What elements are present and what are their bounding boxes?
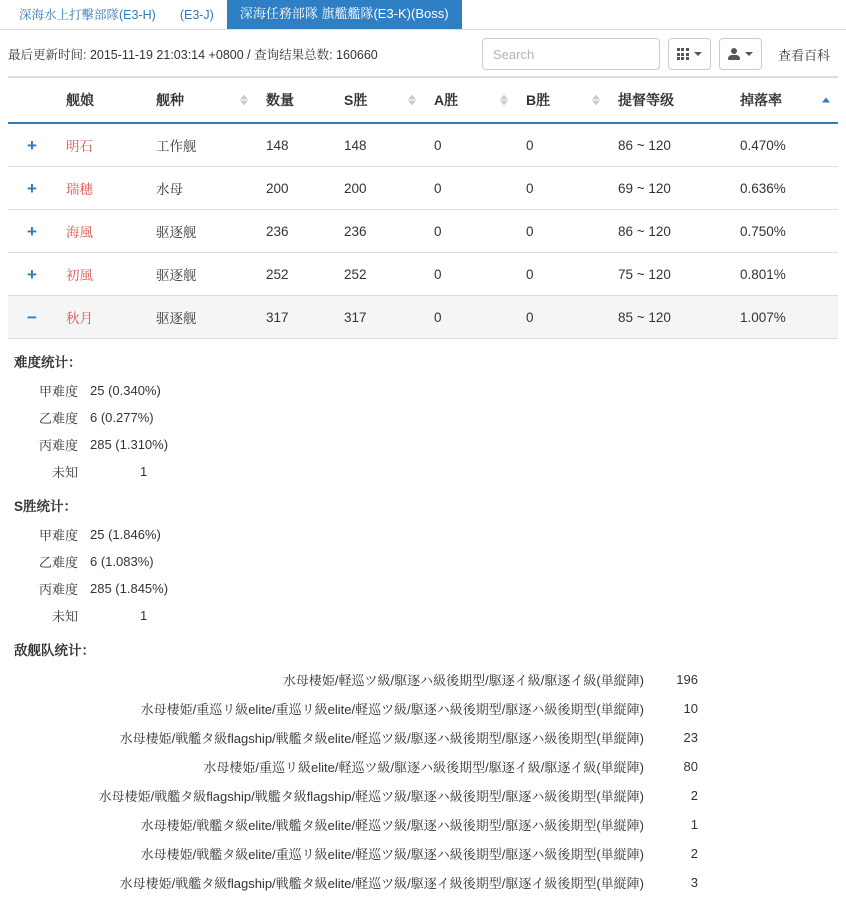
- ship-link[interactable]: 秋月: [66, 311, 93, 326]
- ship-link[interactable]: 海風: [66, 225, 93, 240]
- cell-count: 317: [256, 296, 334, 339]
- stat-row: [14, 521, 174, 548]
- cell-s-win: 148: [334, 123, 424, 167]
- cell-type: 驱逐舰: [146, 210, 256, 253]
- cell-s-win: 317: [334, 296, 424, 339]
- difficulty-stats-table: [14, 377, 174, 485]
- cell-count: 148: [256, 123, 334, 167]
- cell-s-win: 236: [334, 210, 424, 253]
- cell-count: 236: [256, 210, 334, 253]
- search-input[interactable]: [482, 38, 660, 70]
- stat-row: [14, 548, 174, 575]
- cell-rate: 1.007%: [730, 296, 838, 339]
- fleet-name: 水母棲姫/重巡リ級elite/重巡リ級elite/軽巡ツ級/駆逐ハ級後期型/駆逐ハ級後期型(単縦陣): [140, 702, 644, 717]
- col-expand: [8, 77, 56, 123]
- fleet-row: [14, 868, 704, 897]
- fleet-name: 水母棲姫/軽巡ツ級/駆逐ハ級後期型/駆逐イ級/駆逐イ級(単縦陣): [282, 673, 644, 688]
- ship-link[interactable]: 瑞穗: [66, 182, 93, 197]
- stat-label: 未知: [51, 609, 78, 624]
- columns-button[interactable]: [668, 38, 711, 70]
- expand-toggle-icon[interactable]: +: [27, 264, 37, 284]
- col-count[interactable]: [256, 77, 334, 123]
- fleet-row: [14, 781, 704, 810]
- cell-rate: 0.636%: [730, 167, 838, 210]
- cell-rate: 0.470%: [730, 123, 838, 167]
- col-a-win[interactable]: [424, 77, 516, 123]
- expand-cell[interactable]: [8, 253, 56, 296]
- col-count-label: 数量: [266, 92, 294, 108]
- ship-link[interactable]: 初風: [66, 268, 93, 283]
- fleet-count: 80: [683, 759, 698, 774]
- chevron-down-icon-2: [745, 52, 753, 56]
- fleet-row: [14, 752, 704, 781]
- col-b-win[interactable]: [516, 77, 608, 123]
- stat-row: [14, 431, 174, 458]
- stat-value: 25 (0.340%): [90, 383, 161, 398]
- stat-row: [14, 458, 174, 485]
- table-header-row: [8, 77, 838, 123]
- cell-b-win: 0: [516, 210, 608, 253]
- expand-toggle-icon[interactable]: +: [27, 178, 37, 198]
- fleet-name: 水母棲姫/戦艦タ級flagship/戦艦タ級elite/軽巡ツ級/駆逐イ級後期型/駆逐イ級後期型(単縦陣): [119, 876, 644, 891]
- stat-value: 6 (0.277%): [90, 410, 154, 425]
- map-tab-bar: [0, 0, 846, 30]
- tab-e3-k-boss[interactable]: 深海任務部隊 旗艦艦隊(E3-K)(Boss): [227, 0, 462, 29]
- cell-s-win: 252: [334, 253, 424, 296]
- col-admiral-level-label: 提督等级: [618, 92, 674, 108]
- stat-label: 乙难度: [38, 411, 78, 426]
- fleet-count: 2: [690, 846, 698, 861]
- stat-value: 6 (1.083%): [90, 554, 154, 569]
- cell-ship[interactable]: [56, 253, 146, 296]
- sort-icon-a: [500, 95, 508, 106]
- wiki-button[interactable]: 查看百科: [777, 47, 830, 63]
- fleet-name: 水母棲姫/戦艦タ級flagship/戦艦タ級flagship/軽巡ツ級/駆逐ハ級後期型/駆逐ハ級後期型(単縦陣): [98, 789, 644, 804]
- stat-label: 丙难度: [38, 582, 78, 597]
- expand-cell[interactable]: [8, 123, 56, 167]
- sort-icon-s: [408, 95, 416, 106]
- cell-count: 252: [256, 253, 334, 296]
- sort-icon-rate: [822, 98, 830, 103]
- table-row: [8, 253, 838, 296]
- stat-row: [14, 602, 174, 629]
- stat-label: 丙难度: [38, 438, 78, 453]
- cell-a-win: 0: [424, 253, 516, 296]
- stat-label: 甲难度: [38, 528, 78, 543]
- table-row: [8, 296, 838, 339]
- cell-type: 驱逐舰: [146, 296, 256, 339]
- cell-count: 200: [256, 167, 334, 210]
- cell-rate: 0.750%: [730, 210, 838, 253]
- cell-level: 86 ~ 120: [608, 123, 730, 167]
- tab-e3-j[interactable]: (E3-J): [179, 8, 214, 22]
- s-win-stats-title: S胜统计：: [14, 499, 78, 514]
- stat-row: [14, 404, 174, 431]
- stat-value: 285 (1.845%): [90, 581, 169, 596]
- cell-type: 驱逐舰: [146, 253, 256, 296]
- cell-level: 75 ~ 120: [608, 253, 730, 296]
- stat-label: 乙难度: [38, 555, 78, 570]
- cell-level: 86 ~ 120: [608, 210, 730, 253]
- cell-b-win: 0: [516, 123, 608, 167]
- table-row: [8, 167, 838, 210]
- expand-toggle-icon[interactable]: +: [27, 135, 37, 155]
- stat-value: 25 (1.846%): [90, 527, 161, 542]
- fleet-stats-table: [14, 665, 704, 897]
- fleet-row: [14, 723, 704, 752]
- collapse-toggle-icon[interactable]: −: [27, 307, 37, 327]
- expand-cell[interactable]: [8, 210, 56, 253]
- col-type[interactable]: [146, 77, 256, 123]
- fleet-row: [14, 665, 704, 694]
- fleet-row: [14, 694, 704, 723]
- stat-label: 未知: [51, 465, 78, 480]
- cell-type: 工作舰: [146, 123, 256, 167]
- info-bar: [0, 30, 846, 76]
- cell-a-win: 0: [424, 167, 516, 210]
- stat-label: 甲难度: [38, 384, 78, 399]
- fleet-count: 196: [676, 672, 698, 687]
- fleet-name: 水母棲姫/戦艦タ級elite/戦艦タ級elite/軽巡ツ級/駆逐ハ級後期型/駆逐ハ級後期型(単縦陣): [140, 818, 644, 833]
- tab-e3-h[interactable]: 深海水上打擊部隊(E3-H): [19, 8, 156, 22]
- expand-cell[interactable]: [8, 296, 56, 339]
- fleet-count: 2: [690, 788, 698, 803]
- fleet-row: [14, 810, 704, 839]
- col-b-win-label: B胜: [526, 92, 551, 108]
- cell-ship[interactable]: [56, 167, 146, 210]
- person-icon: [728, 48, 740, 60]
- table-head: [8, 77, 838, 123]
- cell-a-win: 0: [424, 123, 516, 167]
- last-updated-text: 最后更新时间: 2015-11-19 21:03:14 +0800 / 查询结果总数: 160660: [8, 48, 378, 62]
- cell-level: 69 ~ 120: [608, 167, 730, 210]
- cell-b-win: 0: [516, 253, 608, 296]
- fleet-stats-title: 敌舰队统计：: [14, 643, 95, 658]
- toolbar: [482, 38, 838, 70]
- cell-level: 85 ~ 120: [608, 296, 730, 339]
- cell-b-win: 0: [516, 296, 608, 339]
- fleet-name: 水母棲姫/重巡リ級elite/軽巡ツ級/駆逐ハ級後期型/駆逐イ級/駆逐イ級(単縦陣): [203, 760, 644, 775]
- col-drop-rate-label: 掉落率: [740, 92, 782, 108]
- cell-ship[interactable]: [56, 123, 146, 167]
- cell-s-win: 200: [334, 167, 424, 210]
- stat-row: [14, 377, 174, 404]
- drop-table: [8, 76, 838, 339]
- stat-value: 1: [140, 464, 148, 479]
- table-body: [8, 123, 838, 339]
- cell-b-win: 0: [516, 167, 608, 210]
- fleet-count: 3: [690, 875, 698, 890]
- s-win-stats-table: [14, 521, 174, 629]
- difficulty-stats-title: 难度统计：: [14, 355, 82, 370]
- fleet-count: 10: [683, 701, 698, 716]
- col-ship[interactable]: 舰娘: [56, 77, 146, 123]
- col-s-win[interactable]: [334, 77, 424, 123]
- cell-type: 水母: [146, 167, 256, 210]
- col-drop-rate[interactable]: [730, 77, 838, 123]
- export-button[interactable]: [719, 38, 762, 70]
- expanded-detail: [8, 351, 838, 897]
- cell-a-win: 0: [424, 210, 516, 253]
- cell-ship[interactable]: [56, 210, 146, 253]
- fleet-name: 水母棲姫/戦艦タ級elite/重巡リ級elite/軽巡ツ級/駆逐ハ級後期型/駆逐ハ級後期型(単縦陣): [140, 847, 644, 862]
- expand-cell[interactable]: [8, 167, 56, 210]
- chevron-down-icon: [694, 52, 702, 56]
- col-s-win-label: S胜: [344, 92, 368, 108]
- cell-rate: 0.801%: [730, 253, 838, 296]
- fleet-row: [14, 839, 704, 868]
- stat-row: [14, 575, 174, 602]
- sort-icon-b: [592, 95, 600, 106]
- expand-toggle-icon[interactable]: +: [27, 221, 37, 241]
- fleet-name: 水母棲姫/戦艦タ級flagship/戦艦タ級elite/軽巡ツ級/駆逐ハ級後期型/駆逐ハ級後期型(単縦陣): [119, 731, 644, 746]
- col-admiral-level[interactable]: [608, 77, 730, 123]
- fleet-count: 23: [683, 730, 698, 745]
- stat-value: 285 (1.310%): [90, 437, 169, 452]
- col-a-win-label: A胜: [434, 92, 459, 108]
- cell-a-win: 0: [424, 296, 516, 339]
- table-row: [8, 123, 838, 167]
- col-type-label: 舰种: [156, 92, 184, 108]
- table-row: [8, 210, 838, 253]
- grid-icon: [677, 48, 689, 60]
- ship-link[interactable]: 明石: [66, 139, 93, 154]
- sort-icon-type: [240, 95, 248, 106]
- fleet-count: 1: [690, 817, 698, 832]
- cell-ship[interactable]: [56, 296, 146, 339]
- stat-value: 1: [140, 608, 148, 623]
